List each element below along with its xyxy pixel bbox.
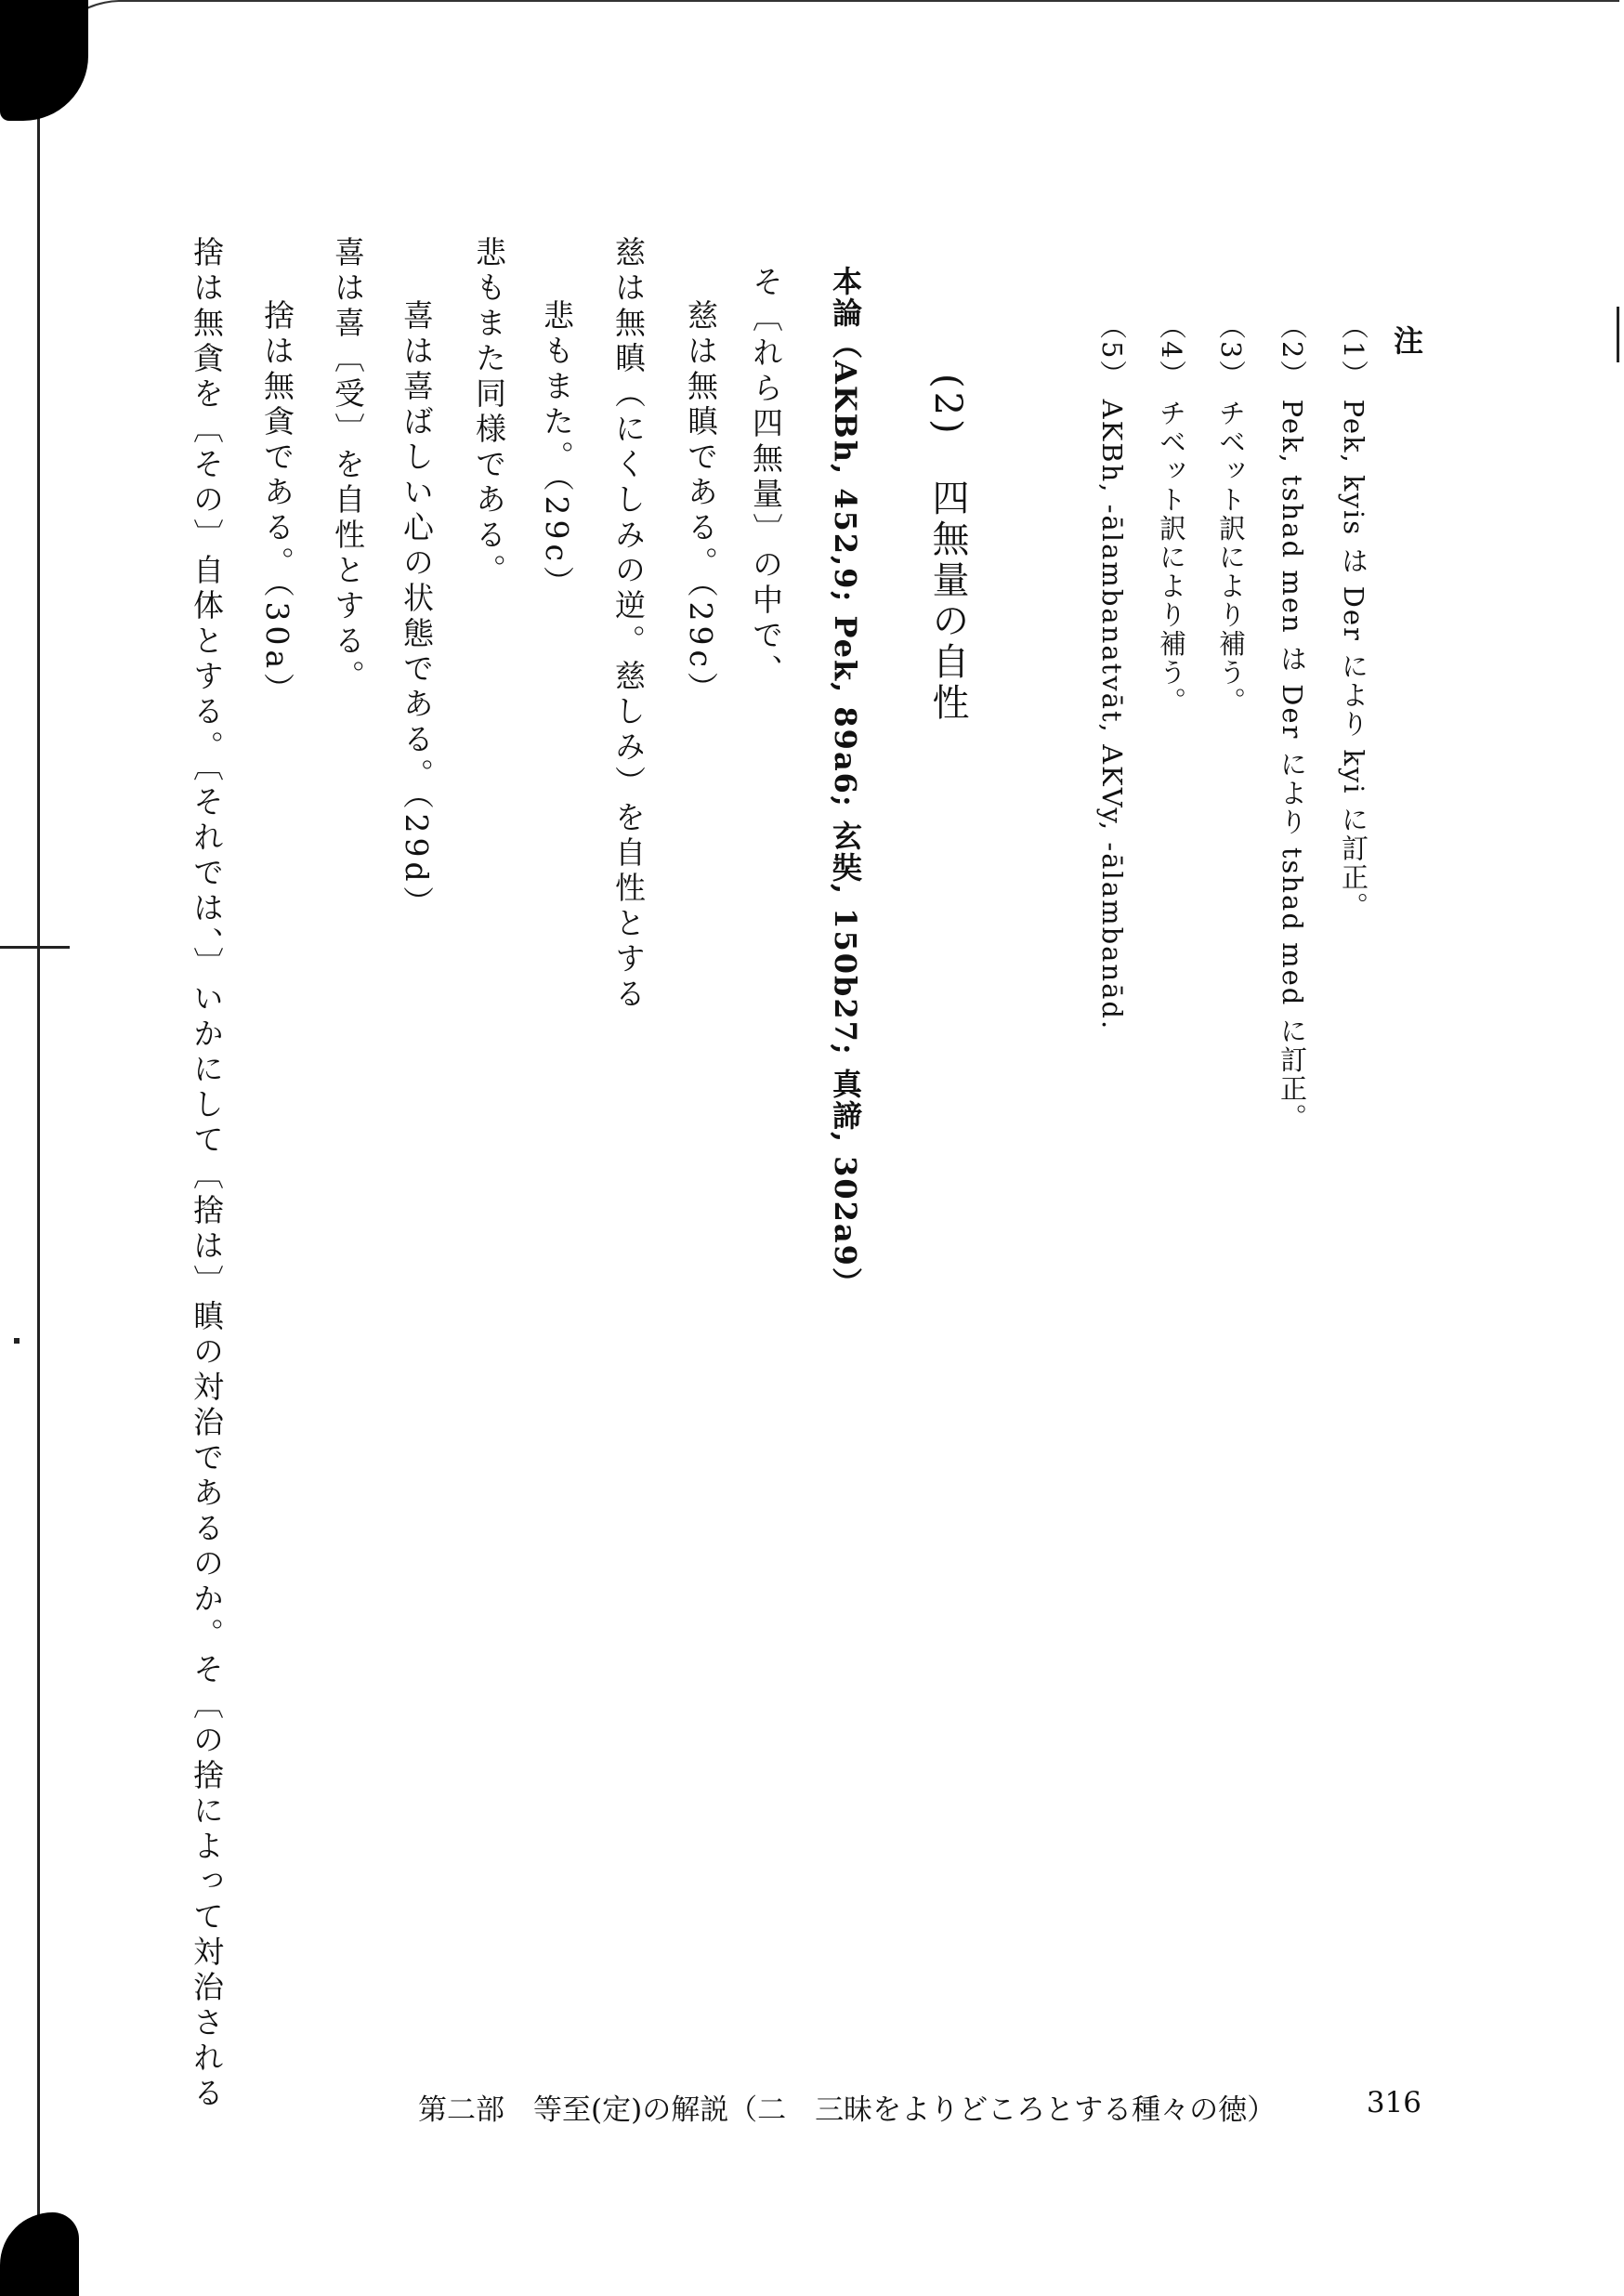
body-line-9: 捨は無貪を〔その〕自体とする。〔それでは、〕いかにして〔捨は〕瞋の対治であるのか。そ〔の捨によって対治される bbox=[189, 236, 225, 2112]
scan-mark bbox=[0, 946, 70, 949]
page-number: 316 bbox=[1366, 2086, 1421, 2119]
page-footer bbox=[418, 2086, 1421, 2128]
note-3: （3） チベット訳により補う。 bbox=[1215, 312, 1247, 716]
body-line-3: 慈は無瞋（にくしみの逆。慈しみ）を自性とする bbox=[610, 236, 647, 1013]
note-1: （1） Pek, kyis は Der により kyi に訂正。 bbox=[1338, 312, 1369, 921]
body-line-6: 喜は喜ばしい心の状態である。（29d） bbox=[399, 299, 435, 922]
body-line-7: 喜は喜〔受〕を自性とする。 bbox=[330, 236, 366, 695]
note-5: （5） AKBh, -ālambanatvāt, AKVy, -ālambanād. bbox=[1096, 312, 1128, 1031]
running-title: 第二部 等至(定)の解説（二 三昧をよりどころとする種々の徳） bbox=[418, 2093, 1277, 2127]
scan-blot-bottom bbox=[0, 2212, 79, 2296]
body-line-8: 捨は無貪である。（30a） bbox=[259, 299, 295, 709]
note-2: （2） Pek, tshad men は Der により tshad med に訂正。 bbox=[1277, 312, 1308, 1133]
body-line-2: 慈は無瞋である。（29c） bbox=[683, 299, 719, 707]
note-4: （4） チベット訳により補う。 bbox=[1156, 312, 1187, 716]
source-reference: 本論（AKBh, 452,9; Pek, 89a6; 玄奘, 150b27; 真諦, 302a9） bbox=[828, 266, 863, 1299]
body-line-5: 悲もまた同様である。 bbox=[471, 236, 507, 589]
scan-mark bbox=[1617, 307, 1619, 362]
scan-mark bbox=[14, 1338, 20, 1344]
body-line-4: 悲もまた。（29c） bbox=[539, 299, 575, 601]
notes-heading: 注 bbox=[1389, 325, 1424, 355]
body-line-1: そ〔れら四無量〕の中で、 bbox=[748, 266, 784, 689]
section-heading: (2) 四無量の自性 bbox=[926, 374, 969, 724]
